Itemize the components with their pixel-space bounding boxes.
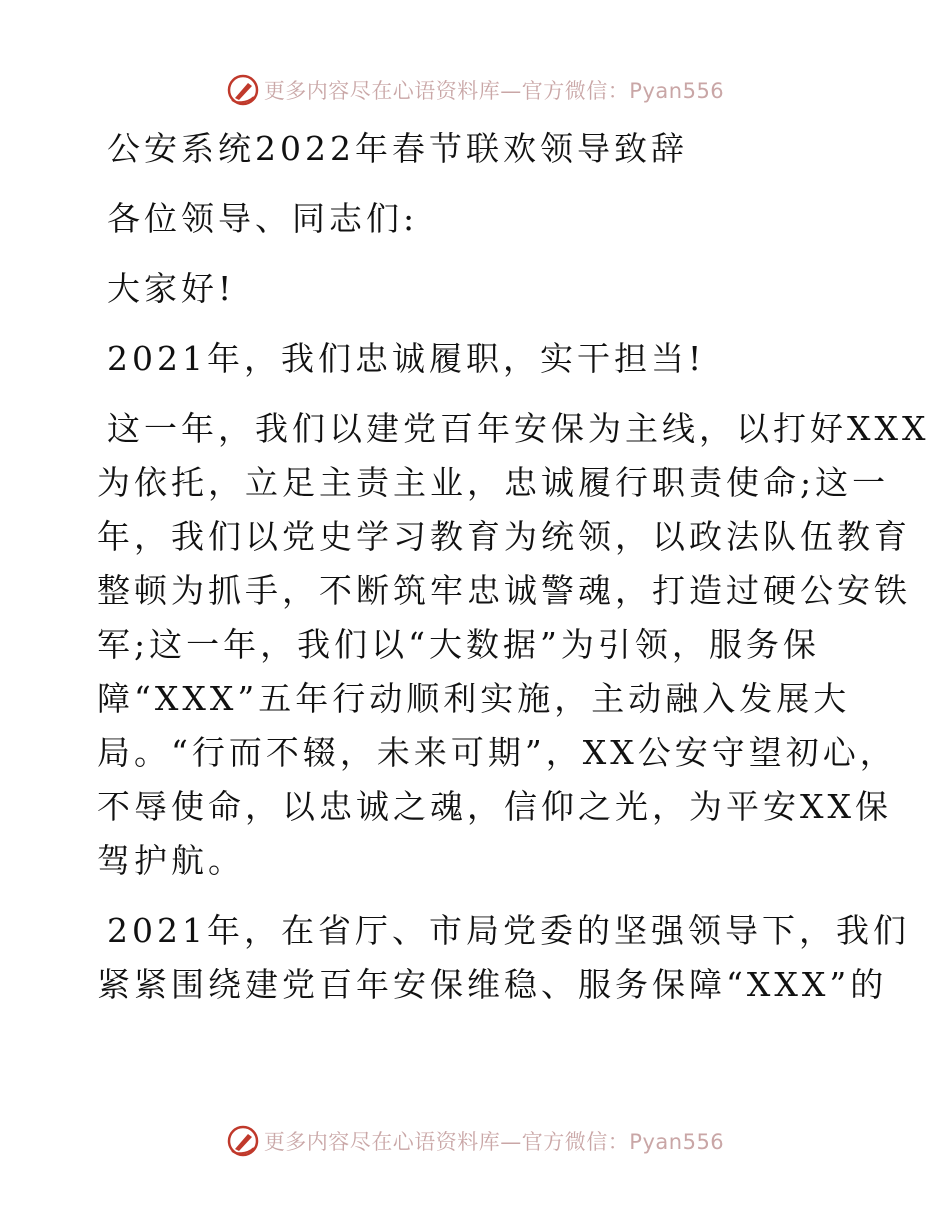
paragraph-line: 紧紧围绕建党百年安保维稳、服务保障“XXX”的 xyxy=(97,965,888,1004)
watermark-text: 更多内容尽在心语资料库—官方微信：Pyan556 xyxy=(263,79,725,103)
paragraph-line: 2021年，我们忠诚履职，实干担当! xyxy=(107,339,706,378)
document-body xyxy=(97,122,930,1012)
document-title: 公安系统2022年春节联欢领导致辞 xyxy=(107,129,688,168)
paragraph-line: 不辱使命，以忠诚之魂，信仰之光，为平安XX保 xyxy=(97,787,892,826)
red-circle-pen-logo-icon xyxy=(226,73,260,107)
paragraph-line: 障“XXX”五年行动顺利实施，主动融入发展大 xyxy=(97,679,851,718)
paragraph-3 xyxy=(97,904,910,1012)
paragraph-line: 2021年，在省厅、市局党委的坚强领导下，我们 xyxy=(107,911,910,950)
paragraph-2 xyxy=(97,402,930,888)
greeting: 各位领导、同志们: xyxy=(107,199,419,238)
paragraph-line: 这一年，我们以建党百年安保为主线，以打好XXX xyxy=(107,409,930,448)
red-circle-pen-logo-icon xyxy=(226,1124,260,1158)
watermark-text: 更多内容尽在心语资料库—官方微信：Pyan556 xyxy=(263,1130,725,1154)
paragraph-line: 驾护航。 xyxy=(97,841,245,880)
paragraph-line: 局。“行而不辍，未来可期”，XX公安守望初心， xyxy=(97,733,897,772)
paragraph-line: 军;这一年，我们以“大数据”为引领，服务保 xyxy=(97,625,820,664)
hello-line: 大家好! xyxy=(107,269,236,308)
paragraph-line: 为依托，立足主责主业，忠诚履行职责使命;这一 xyxy=(97,463,890,502)
header-watermark-banner xyxy=(0,70,950,110)
paragraph-line: 年，我们以党史学习教育为统领，以政法队伍教育 xyxy=(97,517,911,556)
footer-watermark-banner xyxy=(0,1121,950,1161)
paragraph-line: 整顿为抓手，不断筑牢忠诚警魂，打造过硬公安铁 xyxy=(97,571,911,610)
paragraph-1 xyxy=(97,332,857,386)
